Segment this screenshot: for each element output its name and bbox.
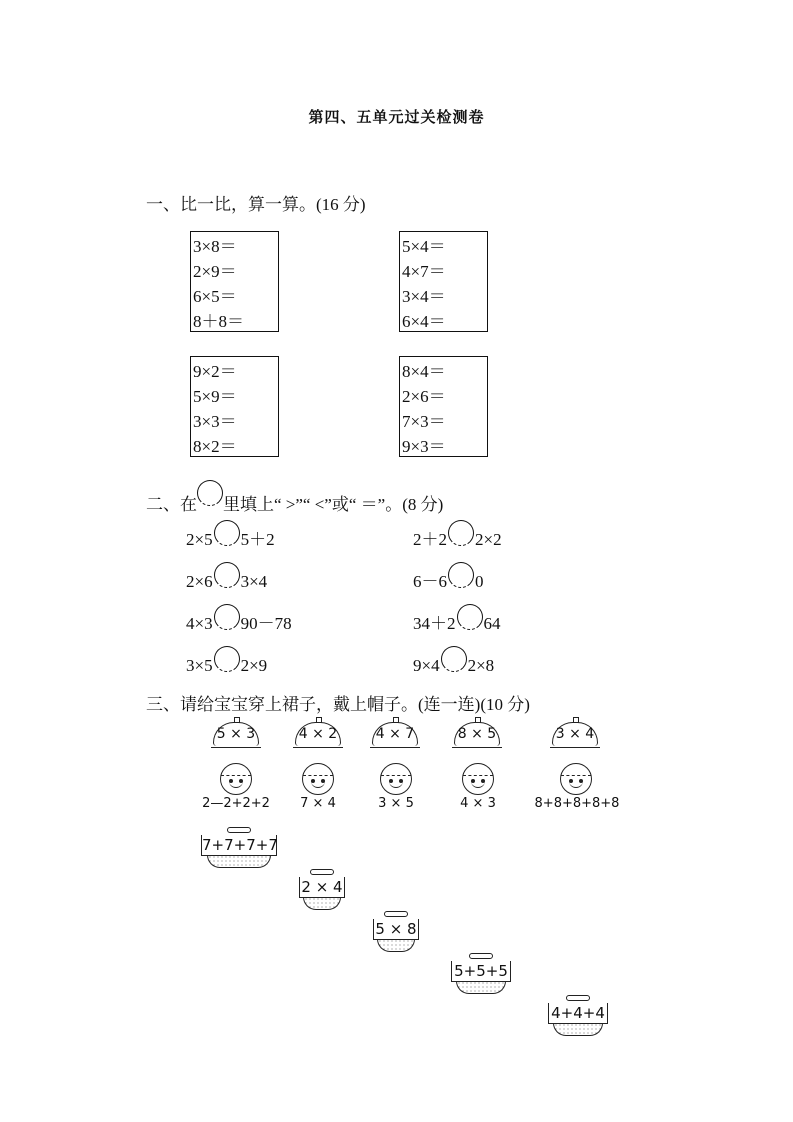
baby-label[interactable]: 8+8+8+8+8: [534, 796, 620, 811]
section2-heading-pre: 二、在: [146, 495, 197, 514]
compare-item: [413, 524, 502, 550]
skirt-icon: [553, 1023, 603, 1036]
hat-4[interactable]: [452, 722, 502, 746]
compare-right: 64: [483, 614, 501, 633]
face-icon: [462, 763, 494, 795]
hat-icon: [372, 722, 418, 746]
baby-face-3: [380, 763, 412, 795]
baby-face-1: [220, 763, 252, 795]
calc-line: 6×5＝: [193, 287, 237, 306]
calc-line: 9×3＝: [402, 437, 446, 456]
hat-3[interactable]: [370, 722, 420, 746]
section2-heading-post: 里填上“ >”“ <”或“ ＝”。(8 分): [223, 495, 444, 514]
compare-item: [413, 608, 501, 634]
skirt-label: 7+7+7+7: [202, 836, 278, 854]
compare-right: 5＋2: [240, 530, 275, 549]
compare-left: 6－6: [413, 572, 447, 591]
compare-right: 2×8: [467, 656, 495, 675]
compare-item: [186, 566, 267, 592]
answer-circle[interactable]: [214, 520, 240, 546]
calc-line: 8×4＝: [402, 362, 446, 381]
compare-right: 3×4: [240, 572, 268, 591]
section2-heading: [146, 486, 443, 515]
skirt-label: 5+5+5: [451, 961, 511, 982]
skirt-2[interactable]: [299, 869, 345, 911]
calc-box-4: [399, 356, 488, 457]
skirt-3[interactable]: [373, 911, 419, 953]
compare-left: 3×5: [186, 656, 213, 675]
calc-line: 5×9＝: [193, 387, 237, 406]
hat-icon: [552, 722, 598, 746]
calc-line: 9×2＝: [193, 362, 237, 381]
calc-line: 2×9＝: [193, 262, 237, 281]
calc-line: 8×2＝: [193, 437, 237, 456]
calc-line: 6×4＝: [402, 312, 446, 331]
compare-left: 34＋2: [413, 614, 456, 633]
calc-box-2: [399, 231, 488, 332]
hat-2[interactable]: [293, 722, 343, 746]
section1-heading: 一、比一比，算一算。(16 分): [146, 195, 366, 214]
face-icon: [220, 763, 252, 795]
calc-line: 4×7＝: [402, 262, 446, 281]
baby-face-5: [560, 763, 592, 795]
skirt-icon: [377, 939, 416, 952]
calc-box-3: [190, 356, 279, 457]
baby-label[interactable]: 7 × 4: [300, 796, 336, 811]
compare-item: [413, 650, 494, 676]
compare-left: 2×5: [186, 530, 213, 549]
page-title: 第四、五单元过关检测卷: [308, 108, 485, 126]
hat-label: 8 × 5: [457, 726, 497, 742]
calc-line: 3×4＝: [402, 287, 446, 306]
compare-left: 2＋2: [413, 530, 447, 549]
calc-line: 5×4＝: [402, 237, 446, 256]
skirt-label: 4+4+4: [548, 1003, 608, 1024]
compare-right: 2×9: [240, 656, 268, 675]
hat-label: 4 × 7: [375, 726, 415, 742]
hat-icon: [295, 722, 341, 746]
baby-label[interactable]: 4 × 3: [460, 796, 496, 811]
calc-line: 8＋8＝: [193, 312, 244, 331]
baby-label[interactable]: 3 × 5: [378, 796, 414, 811]
skirt-1[interactable]: [201, 827, 277, 869]
calc-line: 2×6＝: [402, 387, 446, 406]
hat-1[interactable]: [211, 722, 261, 746]
skirt-icon: [207, 855, 271, 868]
hat-label: 5 × 3: [216, 726, 256, 742]
hat-label: 4 × 2: [298, 726, 338, 742]
answer-circle[interactable]: [457, 604, 483, 630]
answer-circle[interactable]: [214, 562, 240, 588]
hat-icon: [454, 722, 500, 746]
calc-line: 3×8＝: [193, 237, 237, 256]
compare-item: [186, 608, 292, 634]
baby-face-4: [462, 763, 494, 795]
answer-circle[interactable]: [448, 562, 474, 588]
face-icon: [380, 763, 412, 795]
face-icon: [302, 763, 334, 795]
section3-heading: 三、请给宝宝穿上裙子，戴上帽子。(连一连)(10 分): [146, 695, 530, 714]
compare-right: 0: [475, 572, 484, 591]
calc-line: 7×3＝: [402, 412, 446, 431]
hat-5[interactable]: [550, 722, 600, 746]
hat-label: 3 × 4: [555, 726, 595, 742]
answer-circle[interactable]: [214, 646, 240, 672]
hat-icon: [213, 722, 259, 746]
baby-face-2: [302, 763, 334, 795]
answer-circle[interactable]: [214, 604, 240, 630]
skirt-icon: [303, 897, 342, 910]
skirt-label: 5 × 8: [373, 919, 419, 940]
compare-left: 9×4: [413, 656, 440, 675]
face-icon: [560, 763, 592, 795]
calc-box-1: [190, 231, 279, 332]
skirt-icon: [456, 981, 506, 994]
compare-right: 90－78: [240, 614, 292, 633]
calc-line: 3×3＝: [193, 412, 237, 431]
baby-label[interactable]: 2—2+2+2: [202, 796, 270, 811]
compare-right: 2×2: [475, 530, 502, 549]
compare-left: 4×3: [186, 614, 213, 633]
compare-left: 2×6: [186, 572, 213, 591]
circle-icon: [197, 480, 223, 506]
answer-circle[interactable]: [441, 646, 467, 672]
compare-item: [186, 524, 275, 550]
compare-item: [186, 650, 267, 676]
skirt-5[interactable]: [548, 995, 608, 1037]
skirt-label: 2 × 4: [299, 877, 345, 898]
compare-item: [413, 566, 484, 592]
answer-circle[interactable]: [448, 520, 474, 546]
skirt-4[interactable]: [451, 953, 511, 995]
